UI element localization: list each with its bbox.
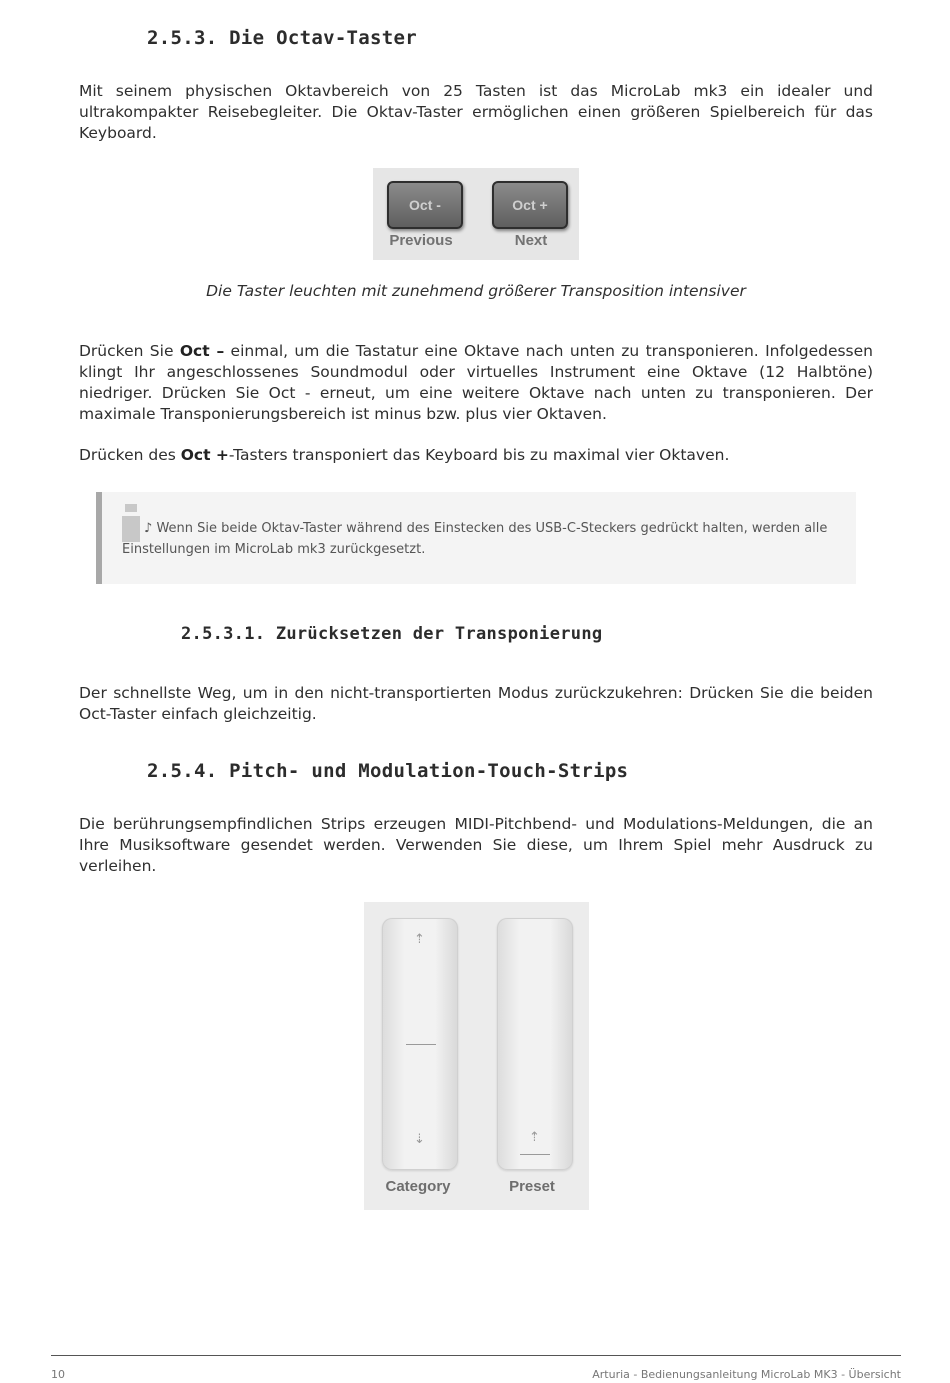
previous-label: Previous bbox=[389, 232, 453, 249]
touch-strips-image bbox=[364, 902, 589, 1210]
touch-strips-paragraph: Die berührungsempfindlichen Strips erzeugen MIDI-Pitchbend- und Modulations-Meldungen, die an Ihre Musiksoftware gesendet werden. Verwenden Sie diese, um Ihrem Spiel mehr Ausdruck zu verleihen. bbox=[79, 815, 873, 875]
intro-paragraph: Mit seinem physischen Oktavbereich von 25 Tasten ist das MicroLab mk3 ein idealer und ultrakompakter Reisebegleiter. Die Oktav-Taster ermöglichen einen größeren Spielbereich für das Keyboard. bbox=[79, 82, 873, 142]
paragraph-oct-minus: Drücken Sie Oct – einmal, um die Tastatur eine Oktave nach unten zu transponieren. Infolgedessen klingt Ihr angeschlossenes Soundmodul oder virtuelles Instrument eine Oktave (12 Halbtöne) niedriger. Drücken Sie Oct - erneut, um eine weitere Oktave nach unten zu transponieren. Der maximale Transponierungsbereich ist minus bzw. plus vier Oktaven. bbox=[79, 342, 873, 423]
section-heading-touch-strips: 2.5.4. Pitch- und Modulation-Touch-Strips bbox=[147, 760, 629, 782]
page-number: 10 bbox=[51, 1368, 65, 1381]
category-label: Category bbox=[385, 1178, 451, 1195]
note-glyph: ♪ bbox=[144, 521, 153, 536]
modulation-strip bbox=[497, 918, 573, 1170]
oct-plus-button: Oct + bbox=[492, 181, 568, 229]
octave-buttons-image bbox=[373, 168, 579, 260]
reset-paragraph: Der schnellste Weg, um in den nicht-transportierten Modus zurückzukehren: Drücken Sie die beiden Oct-Taster einfach gleichzeitig. bbox=[79, 684, 873, 723]
section-heading-octave-buttons: 2.5.3. Die Octav-Taster bbox=[147, 27, 417, 49]
center-mark bbox=[406, 1044, 436, 1045]
preset-label: Preset bbox=[509, 1178, 555, 1195]
zero-mark bbox=[520, 1154, 550, 1155]
oct-minus-term: Oct – bbox=[179, 342, 225, 360]
note-text: ♪ Wenn Sie beide Oktav-Taster während des Einstecken des USB-C-Steckers gedrückt halten, werden alle Einstellungen im MicroLab mk3 zurückgesetzt. bbox=[122, 521, 828, 557]
section-heading-reset-transposition: 2.5.3.1. Zurücksetzen der Transponierung bbox=[181, 624, 603, 644]
pitch-strip bbox=[382, 918, 458, 1170]
oct-minus-button: Oct - bbox=[387, 181, 463, 229]
next-label: Next bbox=[514, 232, 548, 249]
note-box bbox=[96, 492, 856, 584]
up-arrow-icon: ⇡ bbox=[529, 1130, 540, 1145]
footer-title: Arturia - Bedienungsanleitung MicroLab MK3 - Übersicht bbox=[592, 1368, 901, 1381]
oct-plus-term: Oct + bbox=[180, 446, 229, 464]
image-caption: Die Taster leuchten mit zunehmend größerer Transposition intensiver bbox=[206, 282, 746, 300]
paragraph-oct-plus: Drücken des Oct +-Tasters transponiert das Keyboard bis zu maximal vier Oktaven. bbox=[79, 446, 730, 464]
footer-divider bbox=[51, 1355, 901, 1356]
down-arrow-icon: ⇣ bbox=[414, 1132, 425, 1147]
up-arrow-icon: ⇡ bbox=[414, 932, 425, 947]
